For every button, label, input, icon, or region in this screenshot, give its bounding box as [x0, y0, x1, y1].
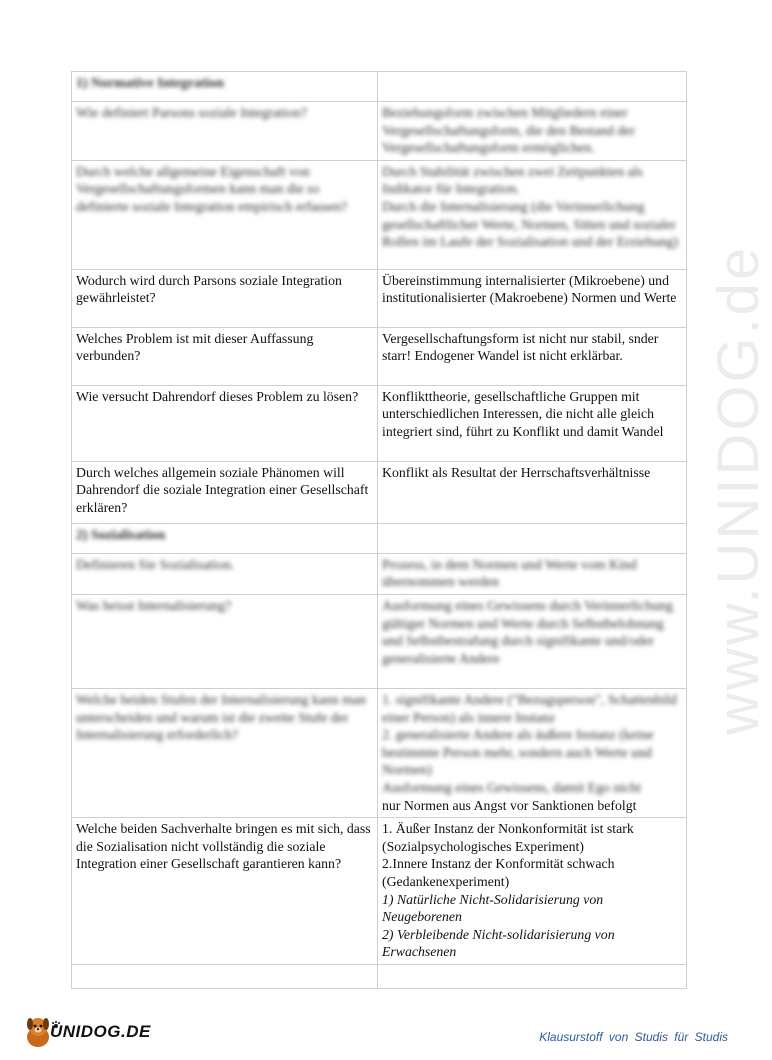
answer-text: Beziehungsform zwischen Mitgliedern einer Vergesellschaftungsform, die den Bestand der Vergesellschaftungsform ermöglichen.: [382, 105, 635, 156]
answer-text: Ausformung eines Gewissens, damit Ego nicht: [382, 779, 642, 795]
answer-text: Konflikttheorie, gesellschaftliche Gruppen mit unterschiedlichen Interessen, die nicht alle gleich integriert sind, führt zu Konflikt und damit Wandel: [382, 388, 664, 439]
answer-text: 2.Innere Instanz der Konformität schwach (Gedankenexperiment): [382, 856, 615, 889]
table-row: [72, 594, 687, 688]
table-row: [72, 461, 687, 523]
footer-tagline: Klausurstoff von Studis für Studis: [539, 1030, 728, 1044]
table-row: [72, 160, 687, 269]
answer-text-italic: 2) Verbleibende Nicht-solidarisierung von Erwachsenen: [382, 926, 615, 960]
answer-text: Durch Stabilität zwischen zwei Zeitpunkten als Indikator für Integration.: [382, 163, 643, 197]
answer-text-clear: nur Normen aus Angst vor Sanktionen befolgt: [382, 797, 637, 813]
answer-text: Vergesellschaftungsform ist nicht nur stabil, snder starr! Endogener Wandel ist nicht erklärbar.: [382, 330, 659, 364]
question-text: Durch welches allgemein soziale Phänomen will Dahrendorf die soziale Integration einer Gesellschaft erklären?: [76, 464, 369, 515]
section-heading-row: [72, 523, 687, 553]
question-text: Durch welche allgemeine Eigenschaft von Vergesellschaftungsformen kann man die so definierte soziale Integration empirisch erfassen?: [76, 163, 348, 214]
question-text: Wodurch wird durch Parsons soziale Integration gewährleistet?: [76, 272, 342, 306]
question-text: Was heisst Internalisierung?: [76, 597, 232, 613]
section-heading: 2) Sozialisation: [76, 526, 166, 542]
empty-cell: [378, 72, 687, 102]
table-row: [72, 818, 687, 965]
question-text: Wie definiert Parsons soziale Integration?: [76, 105, 307, 120]
empty-cell: [378, 964, 687, 988]
table-row: [72, 327, 687, 385]
table-row: [72, 553, 687, 594]
empty-cell: [72, 964, 378, 988]
question-text: Welche beiden Sachverhalte bringen es mit sich, dass die Sozialisation nicht vollständig die soziale Integration einer Gesellschaft garantieren kann?: [76, 821, 371, 872]
question-text: Welches Problem ist mit dieser Auffassung verbunden?: [76, 330, 314, 364]
answer-text: 1. Äußer Instanz der Nonkonformität ist stark (Sozialpsychologisches Experiment): [382, 821, 634, 854]
section-heading-row: [72, 72, 687, 102]
table-row: [72, 385, 687, 461]
answer-text: Ausformung eines Gewissens durch Verinnerlichung gültiger Normen und Werte durch Selbstbelohnung und Selbstbestrafung durch signifikante und/oder generalisierte Andere: [382, 597, 673, 666]
qa-table: [71, 71, 687, 989]
section-heading: 1) Normative Integration: [76, 75, 224, 90]
table-row: [72, 269, 687, 327]
empty-row: [72, 964, 687, 988]
answer-text-italic: 1) Natürliche Nicht-Solidarisierung von Neugeborenen: [382, 891, 604, 925]
table-row: [72, 102, 687, 161]
logo-text: UNIDOG.DE: [50, 1022, 151, 1041]
answer-text: 1. signifikante Andere ("Bezugsperson", Schattenbild einer Person) als innere Instanz: [382, 691, 677, 725]
answer-text: Durch die Internalisierung (die Verinnerlichung gesellschaftlicher Werte, Normen, Sitten und sozialer Rollen im Laufe der Sozialisation und der Erziehung): [382, 198, 679, 250]
answer-text: Konflikt als Resultat der Herrschaftsverhältnisse: [382, 464, 651, 480]
empty-cell: [378, 523, 687, 553]
question-text: Welche beiden Stufen der Internalisierung kann man unterscheiden und warum ist die zweite Stufe der Internalisierung erforderlich?: [76, 691, 367, 743]
answer-text: 2. generalisierte Andere als äußere Instanz (keine bestimmte Person mehr, sondern auch Werte und Normen): [382, 727, 654, 778]
table-row: [72, 688, 687, 817]
watermark: www.UNIDOG.de: [706, 244, 771, 735]
question-text: Definieren Sie Sozialisation.: [76, 556, 235, 572]
question-text: Wie versucht Dahrendorf dieses Problem zu lösen?: [76, 388, 359, 404]
answer-text: Übereinstimmung internalisierter (Mikroebene) und institutionalisierter (Makroebene) Normen und Werte: [382, 272, 677, 306]
answer-text: Prozess, in dem Normen und Werte vom Kind übernommen werden: [382, 556, 637, 590]
